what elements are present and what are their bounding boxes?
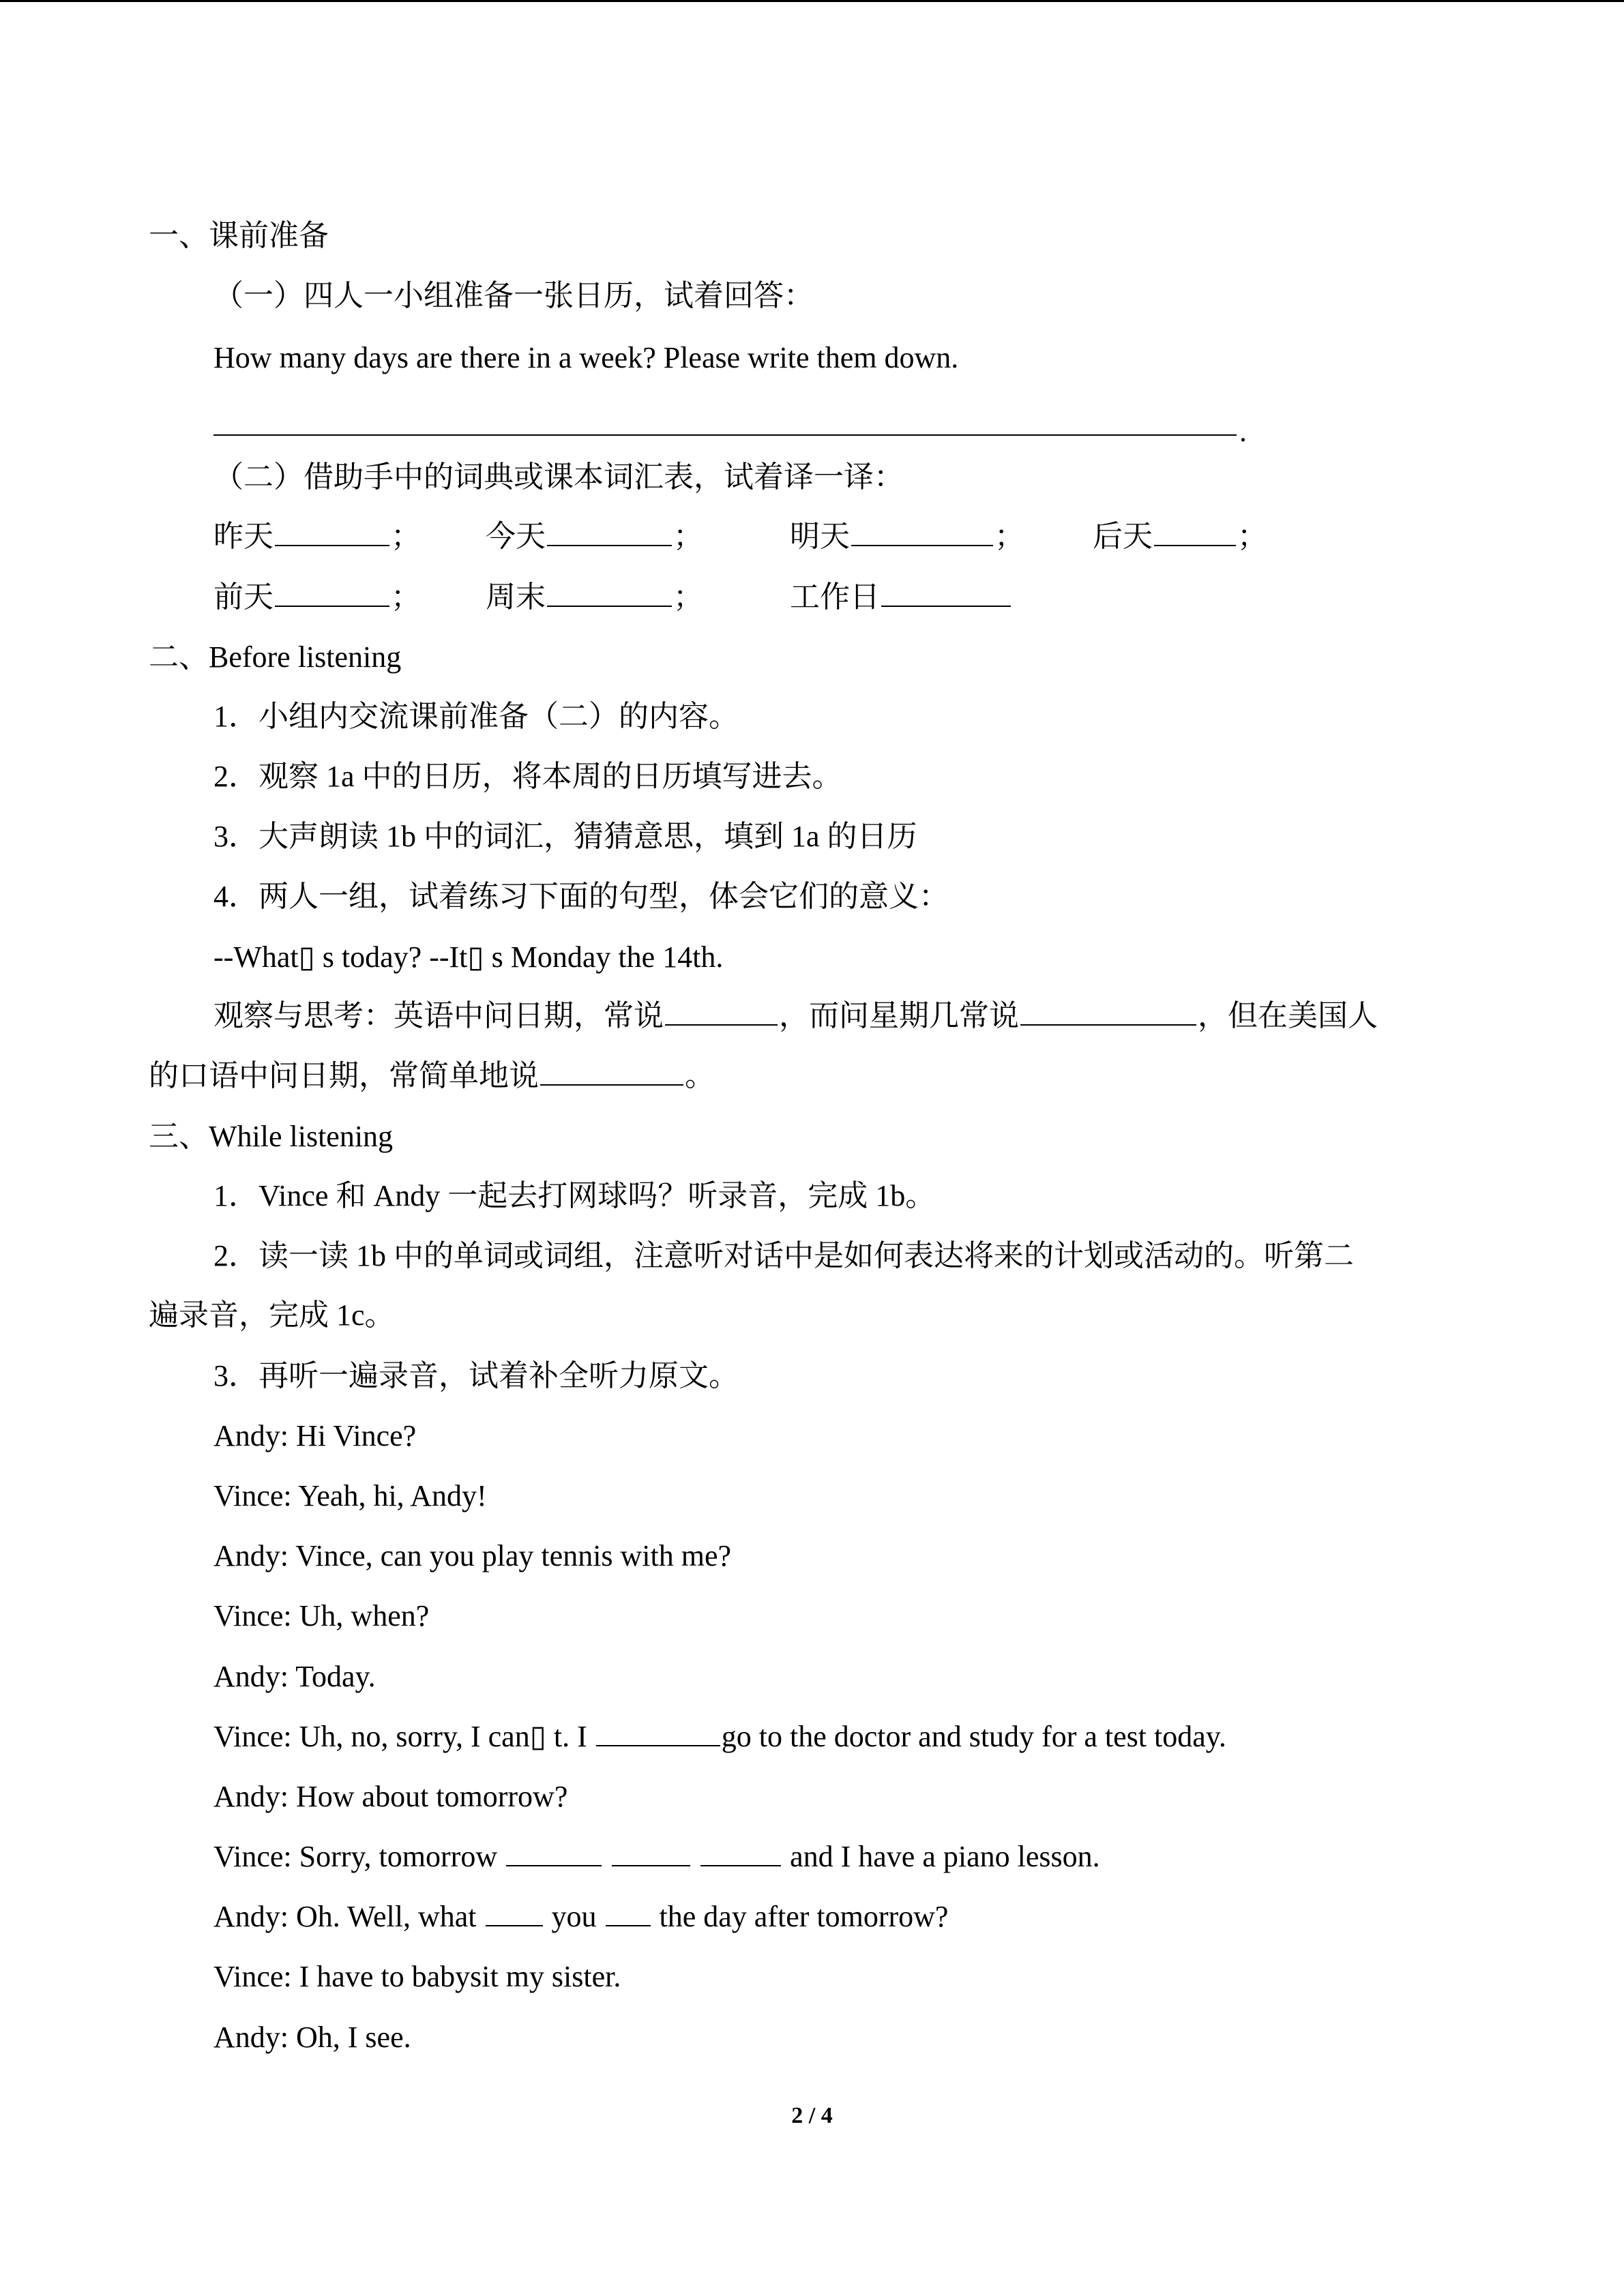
vocab-blank[interactable]: [275, 578, 389, 607]
vocab-blank[interactable]: [547, 518, 672, 546]
dialogue-line-11: Andy: Oh, I see.: [213, 2021, 411, 2054]
vocab-row-1: [0, 516, 1624, 557]
dialogue-text: and I have a piano lesson.: [782, 1840, 1100, 1873]
dialogue-text: Vince: Sorry, tomorrow: [213, 1840, 505, 1873]
vocab-row-2: [0, 577, 1624, 618]
vocab-blank[interactable]: [547, 578, 672, 607]
section-3-item-2-cont: 遍录音，完成 1c。: [149, 1298, 395, 1332]
section-1-question-1-english: How many days are there in a week? Please write them down.: [213, 341, 959, 374]
observation-line-2: [149, 1056, 715, 1097]
observation-blank-1[interactable]: [665, 997, 778, 1026]
observation-text: ，但在美国人: [1198, 999, 1378, 1032]
vocab-word: 昨天: [213, 520, 274, 553]
dialogue-line-3: Andy: Vince, can you play tennis with me?: [213, 1539, 732, 1572]
observation-blank-2[interactable]: [1020, 997, 1196, 1026]
vocab-item-day-after-tomorrow: [1093, 516, 1267, 557]
dialogue-blank[interactable]: [506, 1838, 602, 1866]
dialogue-text: you: [544, 1900, 604, 1933]
section-3-item-2: 2．读一读 1b 中的单词或词组，注意听对话中是如何表达将来的计划或活动的。听第二: [213, 1239, 1354, 1272]
page-number: 2 / 4: [791, 2103, 833, 2128]
vocab-item-weekend: [486, 577, 703, 618]
vocab-blank[interactable]: [881, 578, 1011, 607]
vocab-word: 前天: [213, 580, 274, 614]
vocab-sep: ；: [391, 580, 421, 614]
vocab-blank[interactable]: [275, 518, 389, 546]
vocab-sep: ；: [391, 520, 421, 553]
section-2-item-4: 4．两人一组，试着练习下面的句型，体会它们的意义：: [213, 880, 949, 913]
vocab-sep: ；: [673, 580, 703, 614]
dialogue-blank[interactable]: [606, 1898, 651, 1926]
section-3-item-1: 1．Vince 和 Andy 一起去打网球吗？听录音，完成 1b。: [213, 1179, 936, 1212]
dialogue-blank[interactable]: [596, 1718, 720, 1746]
vocab-word: 明天: [790, 520, 850, 553]
vocab-sep: ；: [673, 520, 703, 553]
dialogue-line-5: Andy: Today.: [213, 1660, 376, 1693]
section-3-title: 三、While listening: [149, 1120, 394, 1153]
section-2-title: 二、Before listening: [149, 640, 402, 674]
dialogue-line-8: [213, 1836, 1100, 1877]
vocab-item-tomorrow: [790, 516, 1024, 557]
section-2-item-3: 3．大声朗读 1b 中的词汇，猜猜意思，填到 1a 的日历: [213, 820, 917, 853]
vocab-word: 今天: [486, 520, 546, 553]
dialogue-line-10: Vince: I have to babysit my sister.: [213, 1960, 621, 1993]
section-1-question-2: （二）借助手中的词典或课本词汇表，试着译一译：: [213, 460, 904, 494]
section-2-item-1: 1．小组内交流课前准备（二）的内容。: [213, 700, 739, 733]
dialogue-line-4: Vince: Uh, when?: [213, 1599, 430, 1632]
section-1-question-1: （一）四人一小组准备一张日历，试着回答：: [213, 279, 814, 312]
section-2-item-2: 2．观察 1a 中的日历，将本周的日历填写进去。: [213, 760, 842, 793]
vocab-item-weekday: [790, 577, 1012, 618]
dialogue-text: go to the doctor and study for a test today.: [721, 1720, 1226, 1753]
dialogue-text: Andy: Oh. Well, what: [213, 1900, 484, 1933]
dialogue-text: the day after tomorrow?: [651, 1900, 949, 1933]
vocab-item-day-before-yesterday: [213, 577, 421, 618]
answer-underline: [213, 434, 1237, 436]
dialogue-line-6: [213, 1716, 1226, 1757]
answer-line[interactable]: [213, 411, 1247, 452]
dialogue-blank[interactable]: [486, 1898, 543, 1926]
section-1-title: 一、课前准备: [149, 219, 329, 252]
answer-line-period: .: [1239, 415, 1247, 448]
observation-blank-3[interactable]: [540, 1057, 683, 1086]
dialogue-blank[interactable]: [612, 1838, 690, 1866]
vocab-item-yesterday: [213, 516, 421, 557]
vocab-word: 周末: [486, 580, 546, 614]
dialogue-line-1: Andy: Hi Vince?: [213, 1419, 417, 1452]
observation-text: ，而问星期几常说: [779, 999, 1019, 1032]
vocab-word: 后天: [1093, 520, 1153, 553]
dialogue-text: Vince: Uh, no, sorry, I can▯ t. I: [213, 1720, 595, 1753]
dialogue-line-9: [213, 1896, 948, 1937]
dialogue-blank[interactable]: [700, 1838, 781, 1866]
vocab-item-today: [486, 516, 703, 557]
observation-text: 观察与思考：英语中问日期，常说: [213, 999, 664, 1032]
vocab-sep: ；: [1237, 520, 1267, 553]
section-2-dialog: --What▯ s today? --It▯ s Monday the 14th.: [213, 940, 724, 974]
section-3-item-3: 3．再听一遍录音，试着补全听力原文。: [213, 1359, 739, 1392]
observation-text: 的口语中问日期，常简单地说: [149, 1059, 539, 1092]
dialogue-line-2: Vince: Yeah, hi, Andy!: [213, 1479, 487, 1512]
dialogue-line-7: Andy: How about tomorrow?: [213, 1780, 568, 1813]
vocab-blank[interactable]: [851, 518, 993, 546]
vocab-word: 工作日: [790, 580, 880, 614]
vocab-sep: ；: [994, 520, 1024, 553]
observation-line-1: [213, 996, 1378, 1037]
vocab-blank[interactable]: [1154, 518, 1236, 546]
observation-text: 。: [685, 1059, 715, 1092]
